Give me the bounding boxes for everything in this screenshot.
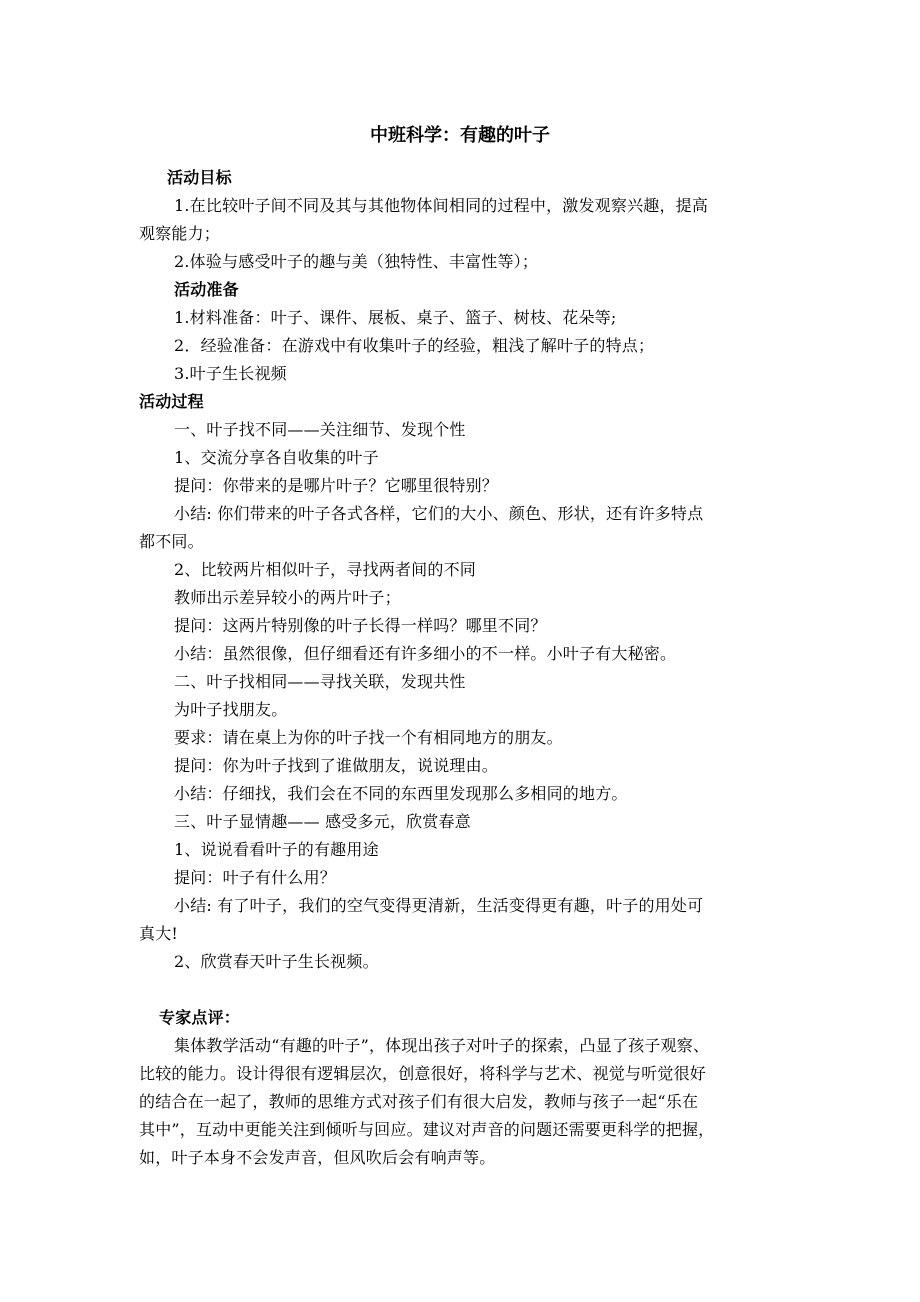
process-line: 小结：虽然很像，但仔细看还有许多细小的不一样。小叶子有大秘密。 bbox=[174, 644, 677, 663]
prep-line: 1.材料准备：叶子、课件、展板、桌子、篮子、树枝、花朵等; bbox=[174, 308, 617, 327]
process-line: 1、说说看看叶子的有趣用途 bbox=[174, 840, 379, 859]
prep-line: 3.叶子生长视频 bbox=[174, 364, 287, 383]
goal-line: 1.在比较叶子间不同及其与其他物体间相同的过程中，激发观察兴趣，提高 bbox=[174, 196, 709, 215]
process-line: 1、交流分享各自收集的叶子 bbox=[174, 448, 379, 467]
section-heading-review: 专家点评： bbox=[159, 1008, 241, 1027]
review-line: 的结合在一起了，教师的思维方式对孩子们有很大启发，教师与孩子一起“乐在 bbox=[139, 1092, 699, 1111]
process-line: 提问：你带来的是哪片叶子？它哪里很特别？ bbox=[174, 476, 499, 495]
goal-line: 2.体验与感受叶子的趣与美（独特性、丰富性等）； bbox=[174, 252, 539, 271]
process-line: 提问：叶子有什么用？ bbox=[174, 868, 337, 887]
process-line: 三、叶子显情趣—— 感受多元，欣赏春意 bbox=[174, 812, 471, 831]
process-line: 要求：请在桌上为你的叶子找一个有相同地方的朋友。 bbox=[174, 728, 563, 747]
review-line: 如，叶子本身不会发声音，但风吹后会有响声等。 bbox=[139, 1148, 496, 1167]
process-line: 一、叶子找不同——关注细节、发现个性 bbox=[174, 420, 466, 439]
section-heading-process: 活动过程 bbox=[139, 392, 204, 411]
process-line: 小结: 你们带来的叶子各式各样，它们的大小、颜色、形状，还有许多特点 bbox=[174, 504, 704, 523]
review-line: 其中”，互动中更能关注到倾听与回应。建议对声音的问题还需要更科学的把握， bbox=[139, 1120, 715, 1139]
spacer bbox=[139, 976, 787, 1004]
review-line: 比较的能力。设计得很有逻辑层次，创意很好，将科学与艺术、视觉与听觉很好 bbox=[139, 1064, 707, 1083]
goal-line: 观察能力； bbox=[139, 224, 221, 243]
process-line: 2、欣赏春天叶子生长视频。 bbox=[174, 952, 379, 971]
process-line: 小结：仔细找，我们会在不同的东西里发现那么多相同的地方。 bbox=[174, 784, 628, 803]
review-line: 集体教学活动“有趣的叶子”，体现出孩子对叶子的探索，凸显了孩子观察、 bbox=[174, 1036, 710, 1055]
section-heading-prep: 活动准备 bbox=[174, 280, 239, 299]
process-line: 提问：你为叶子找到了谁做朋友，说说理由。 bbox=[174, 756, 499, 775]
document-title: 中班科学：有趣的叶子 bbox=[370, 125, 550, 146]
process-line: 为叶子找朋友。 bbox=[174, 700, 288, 719]
process-line: 真大! bbox=[139, 924, 179, 943]
process-line: 小结: 有了叶子，我们的空气变得更清新，生活变得更有趣，叶子的用处可 bbox=[174, 896, 704, 915]
process-line: 提问：这两片特别像的叶子长得一样吗？哪里不同？ bbox=[174, 616, 547, 635]
section-heading-goals: 活动目标 bbox=[167, 168, 232, 187]
process-line: 教师出示差异较小的两片叶子； bbox=[174, 588, 401, 607]
process-line: 2、比较两片相似叶子，寻找两者间的不同 bbox=[174, 560, 476, 579]
process-line: 二、叶子找相同——寻找关联，发现共性 bbox=[174, 672, 466, 691]
document-body bbox=[139, 164, 787, 1172]
process-line: 都不同。 bbox=[139, 532, 204, 551]
prep-line: 2．经验准备：在游戏中有收集叶子的经验，粗浅了解叶子的特点； bbox=[174, 336, 655, 355]
